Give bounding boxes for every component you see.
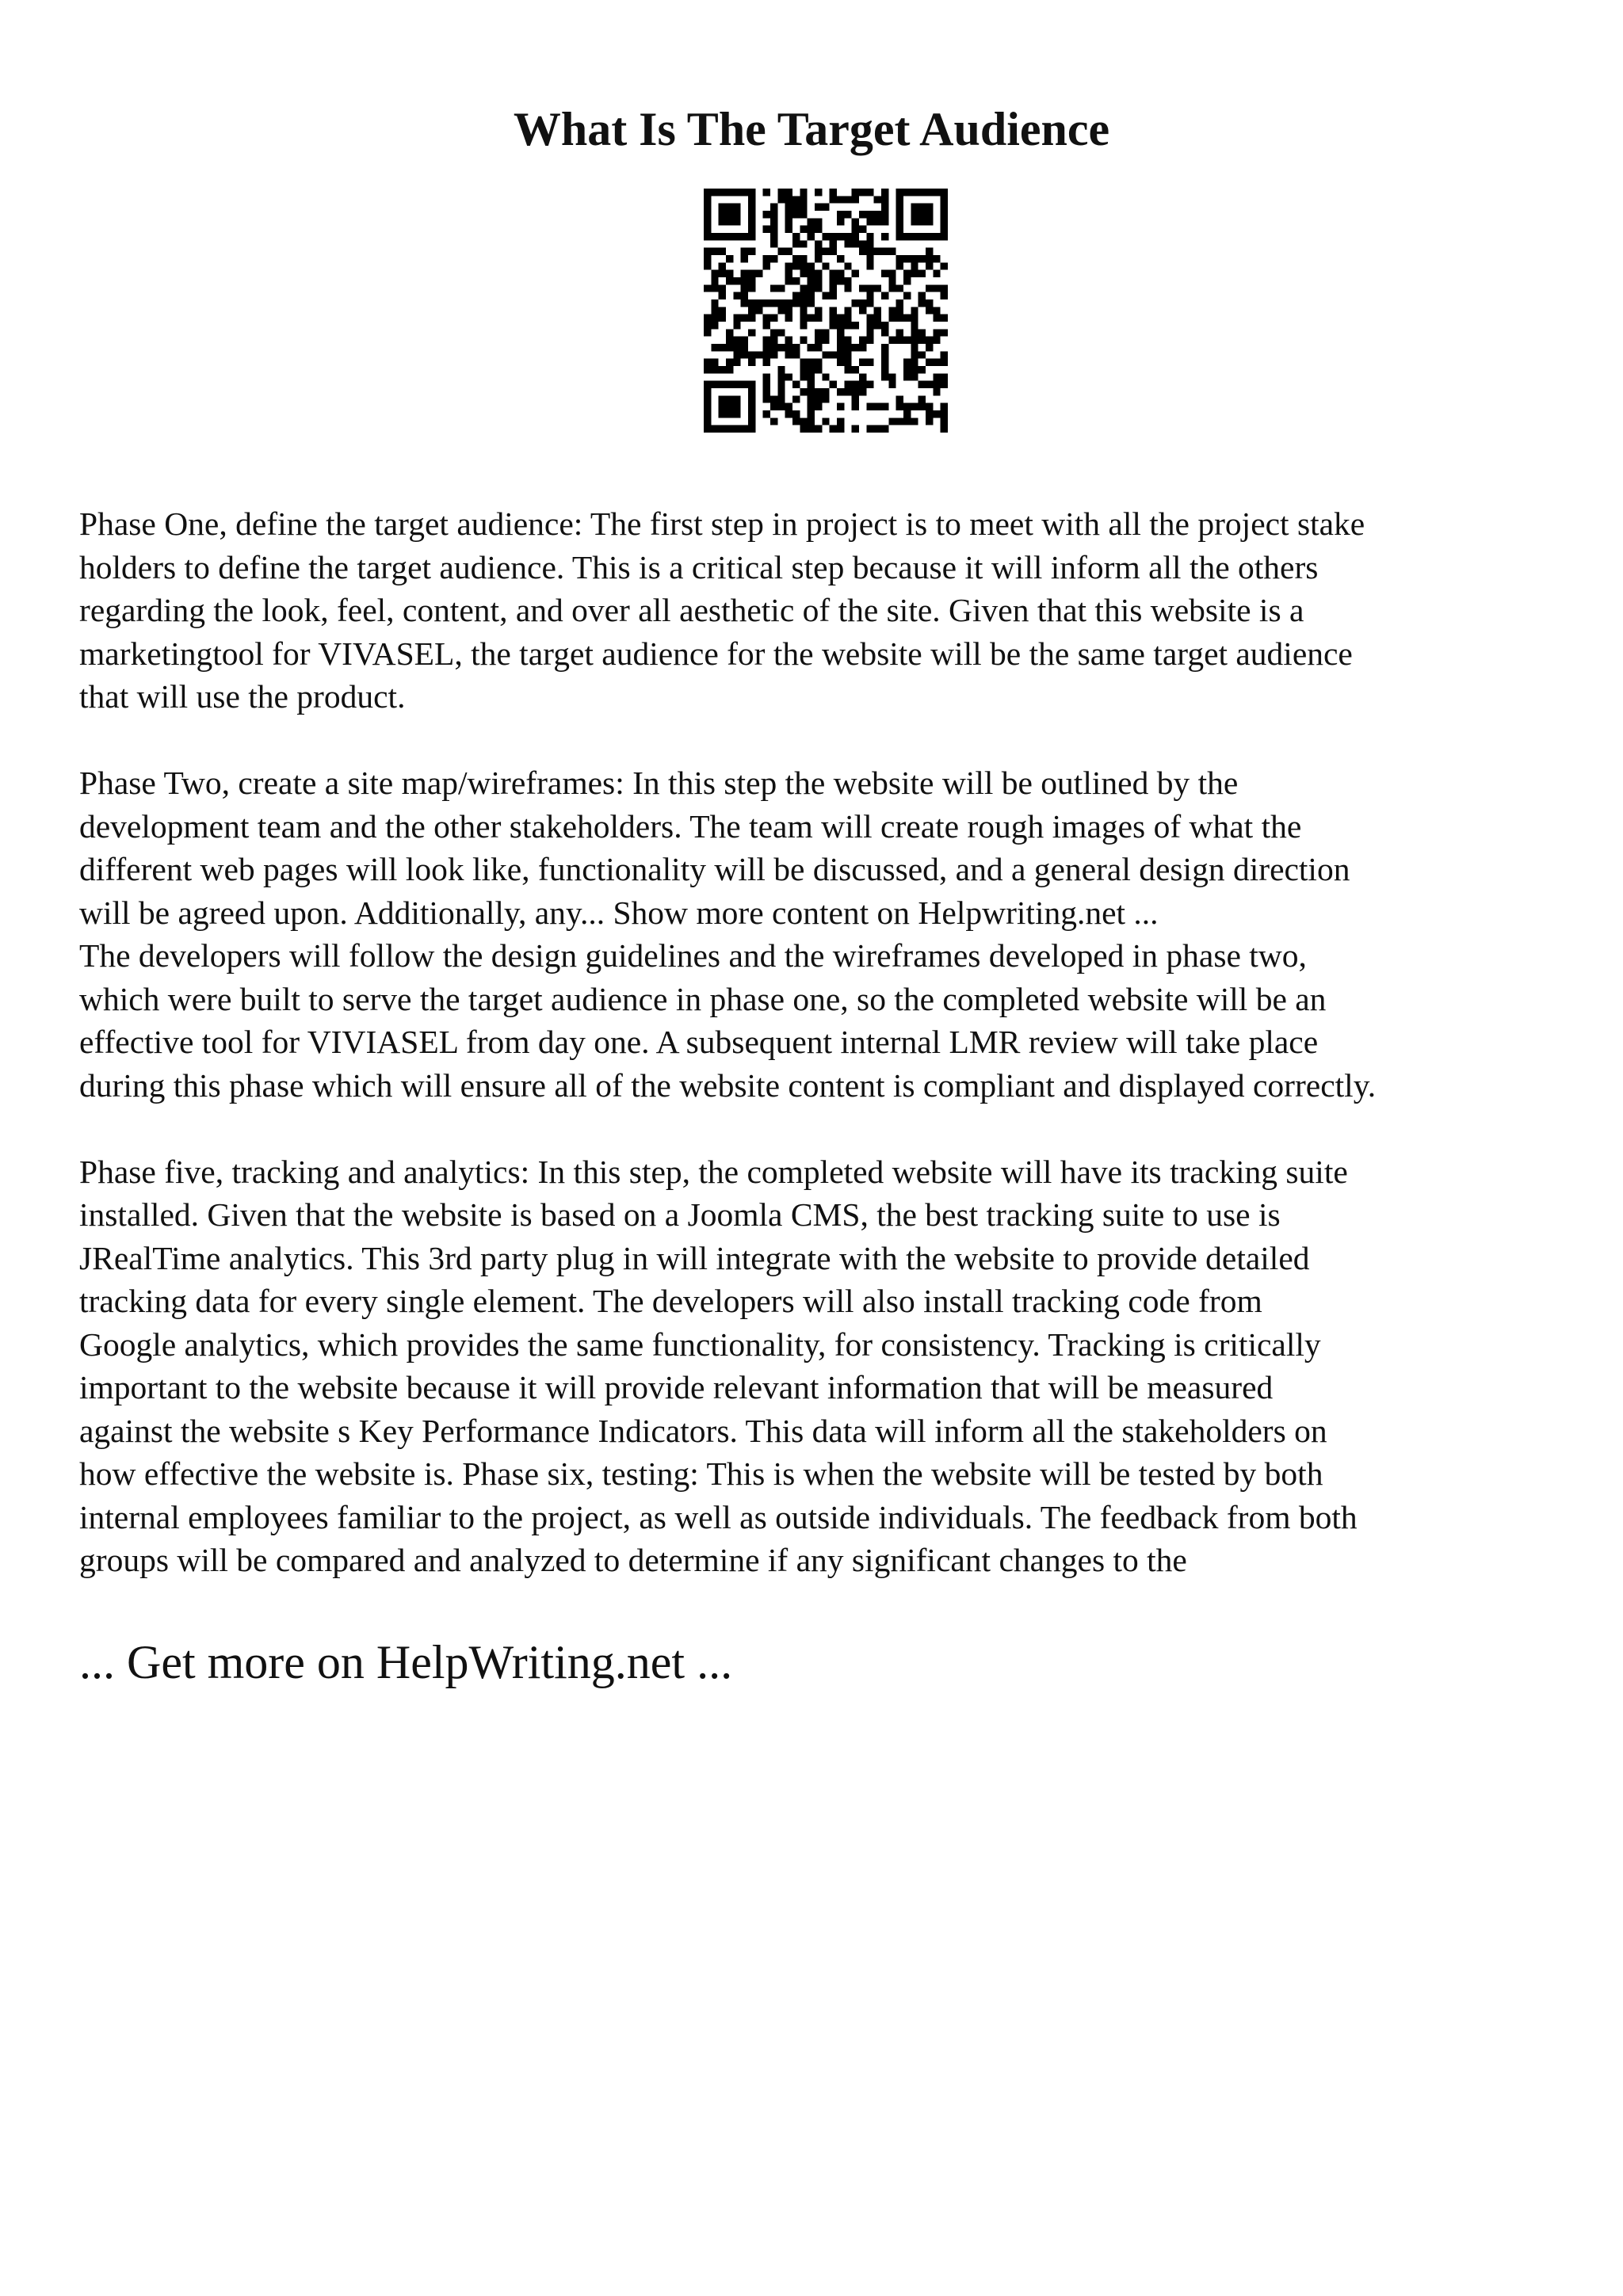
paragraph-phase-five: Phase five, tracking and analytics: In this step, the completed website will have its tracking suite installed. Given that the website is based on a Joomla CMS, the best tracking suite to use is JRealTime analytics. This 3rd party plug in will integrate with the website to provide detailed tracking data for every single element. The developers will also install tracking code from Google analytics, which provides the same functionality, for consistency. Tracking is critically important to the website because it will provide relevant information that will be measured against the website s Key Performance Indicators. This data will inform all the stakeholders on how effective the website is. Phase six, testing: This is when the website will be tested by both internal employees familiar to the project, as well as outside individuals. The feedback from both groups will be compared and analyzed to determine if any significant changes to the	[79, 1153, 1358, 1578]
document-body	[79, 502, 1569, 1625]
document-title: What Is The Target Audience	[513, 103, 1110, 155]
qr-code-icon	[704, 189, 948, 433]
paragraph-developers: The developers will follow the design guidelines and the wireframes developed in phase two, which were built to serve the target audience in phase one, so the completed website will be an effective tool for VIVIASEL from day one. A subsequent internal LMR review will take place during this phase which will ensure all of the website content is compliant and displayed correctly.	[79, 937, 1377, 1104]
get-more-link[interactable]: ... Get more on HelpWriting.net ...	[79, 1636, 733, 1688]
paragraph-phase-one: Phase One, define the target audience: The first step in project is to meet with all the project stake holders to define the target audience. This is a critical step because it will inform all the others regarding the look, feel, content, and over all aesthetic of the site. Given that this website is a marketingtool for VIVASEL, the target audience for the website will be the same target audience that will use the product.	[79, 505, 1365, 715]
paragraph-phase-two: Phase Two, create a site map/wireframes: In this step the website will be outlined by the development team and the other stakeholders. The team will create rough images of what the different web pages will look like, functionality will be discussed, and a general design direction will be agreed upon. Additionally, any... Show more content on Helpwriting.net ...	[79, 765, 1350, 931]
